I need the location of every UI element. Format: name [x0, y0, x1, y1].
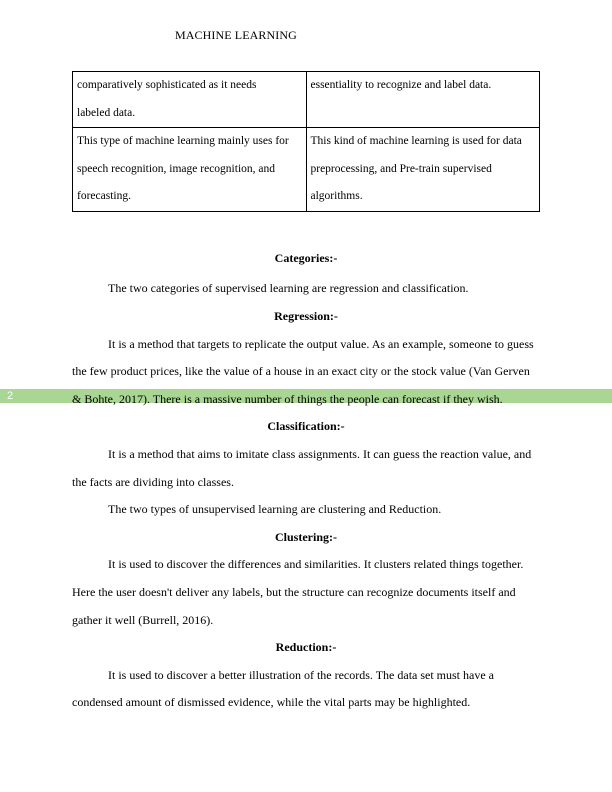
- cell-line: forecasting.: [77, 190, 131, 202]
- classification-heading: Classification:-: [267, 419, 345, 433]
- reduction-heading: Reduction:-: [275, 640, 337, 654]
- unsupervised-text: The two types of unsupervised learning are clustering and Reduction.: [108, 502, 442, 516]
- regression-line: It is a method that targets to replicate the output value. As an example, someone to guess: [108, 337, 534, 351]
- cell-line: This type of machine learning mainly uses for: [77, 135, 289, 147]
- reduction-line: It is used to discover a better illustration of the records. The data set must have a: [108, 668, 494, 682]
- cell-line: algorithms.: [310, 190, 363, 202]
- cell-line: This kind of machine learning is used for data: [310, 135, 522, 147]
- table-row: [73, 128, 540, 212]
- regression-line: & Bohte, 2017). There is a massive number of things the people can forecast if they wish.: [72, 392, 503, 406]
- cell-line: preprocessing, and Pre-train supervised: [310, 162, 492, 175]
- clustering-heading: Clustering:-: [275, 530, 337, 544]
- reduction-line: condensed amount of dismissed evidence, while the vital parts may be highlighted.: [72, 695, 471, 709]
- clustering-line: Here the user doesn't deliver any labels, but the structure can recognize documents itself and: [72, 585, 516, 599]
- table-cell-right: [306, 72, 540, 128]
- cell-line: comparatively sophisticated as it needs: [77, 79, 257, 91]
- table-cell-left: [73, 72, 307, 128]
- table-cell-left: [73, 128, 307, 212]
- categories-text: The two categories of supervised learning are regression and classification.: [108, 281, 469, 295]
- classification-line: the facts are dividing into classes.: [72, 475, 234, 489]
- cell-line: speech recognition, image recognition, and: [77, 162, 275, 175]
- cell-line: essentiality to recognize and label data.: [310, 79, 492, 91]
- table-row: [73, 72, 540, 128]
- table-cell-right: [306, 128, 540, 212]
- regression-line: the few product prices, like the value of a house in an exact city or the stock value (Van Gerven: [72, 364, 530, 378]
- regression-heading: Regression:-: [274, 309, 338, 323]
- page-number: 2: [7, 390, 14, 402]
- cell-line: labeled data.: [77, 106, 136, 119]
- running-header: MACHINE LEARNING: [175, 28, 297, 42]
- clustering-line: It is used to discover the differences and similarities. It clusters related things together.: [108, 557, 524, 571]
- clustering-line: gather it well (Burrell, 2016).: [72, 613, 214, 627]
- comparison-table: [72, 71, 540, 212]
- categories-heading: Categories:-: [274, 251, 338, 265]
- classification-line: It is a method that aims to imitate class assignments. It can guess the reaction value, and: [108, 447, 532, 461]
